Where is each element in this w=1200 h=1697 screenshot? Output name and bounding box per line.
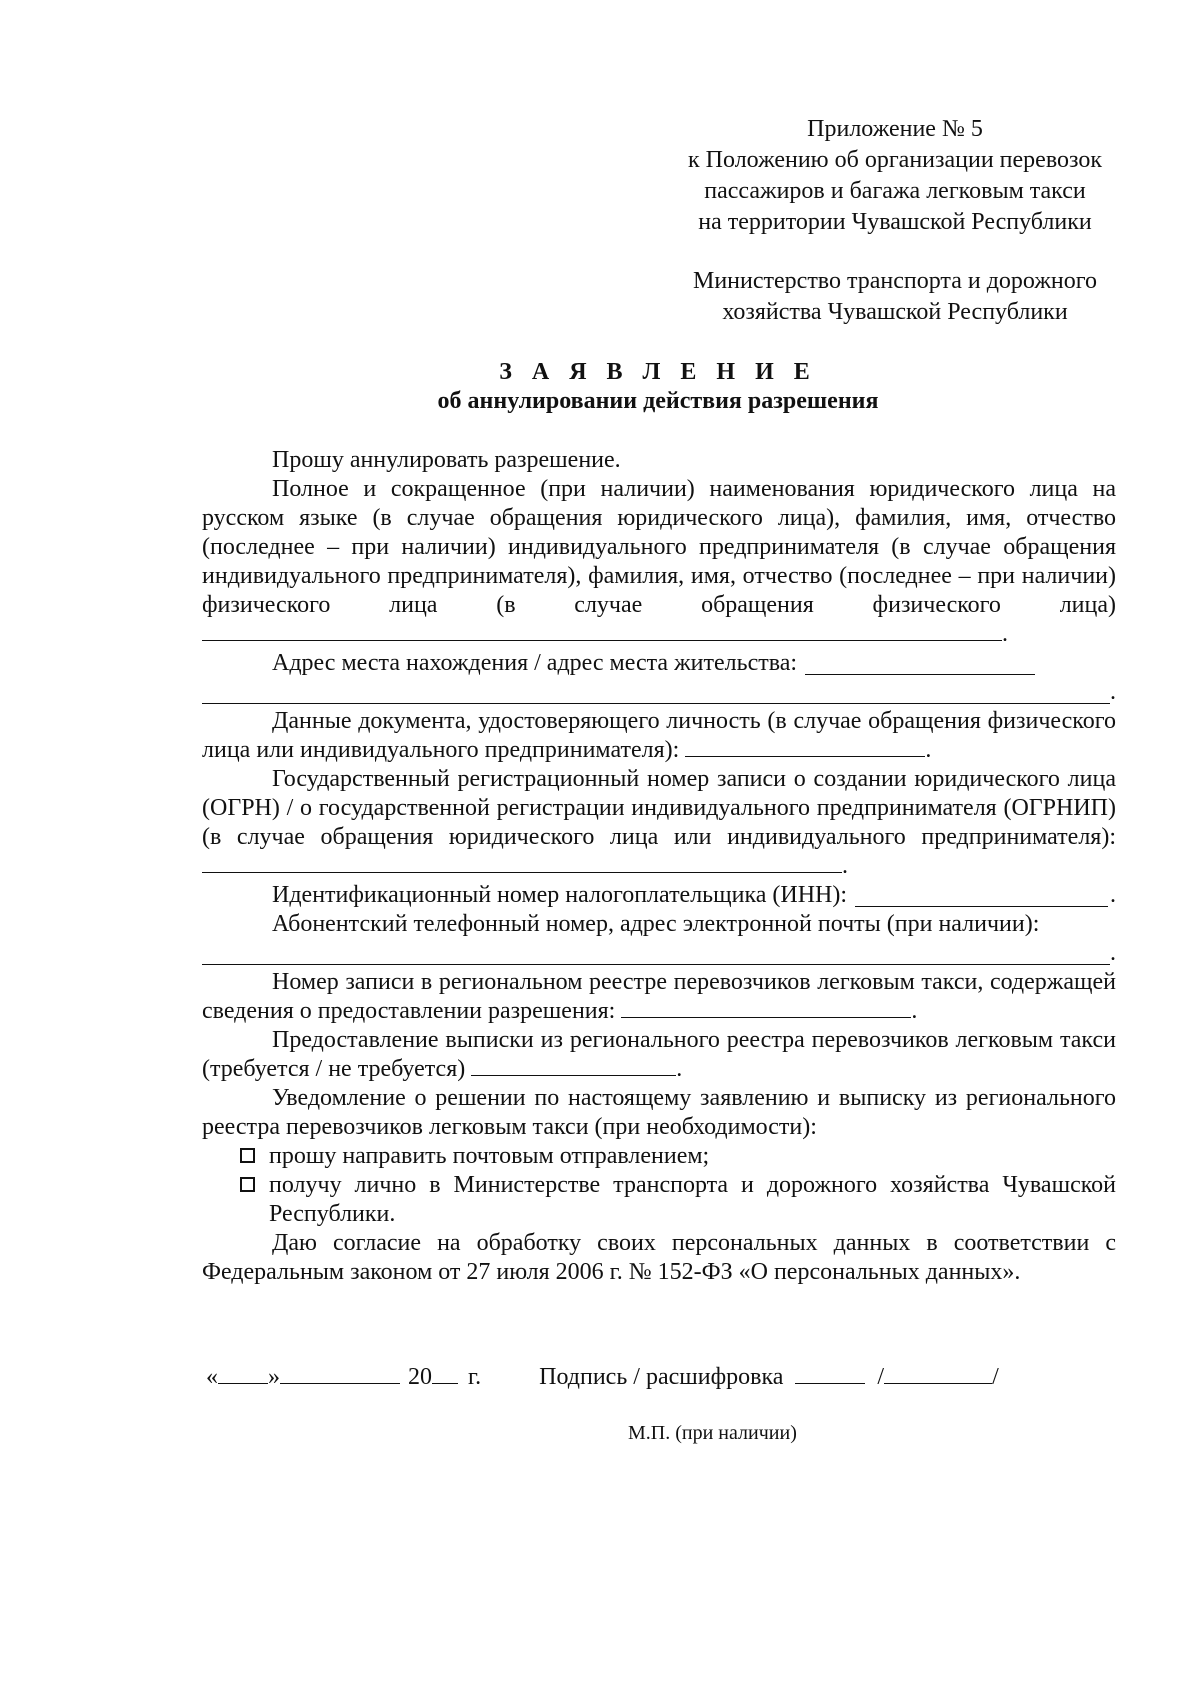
inn-field[interactable] (855, 884, 1108, 907)
year-field[interactable] (432, 1361, 458, 1384)
contact-row (202, 939, 1116, 968)
period: . (925, 737, 932, 763)
address-continuation-row (202, 678, 1116, 707)
address-label: Адрес места нахождения / адрес места жительства: (272, 650, 798, 676)
ministry-line: Министерство транспорта и дорожного (693, 268, 1097, 294)
period: . (842, 853, 848, 879)
option-personal-row[interactable] (240, 1171, 1116, 1229)
signature-label: Подпись / расшифровка (539, 1364, 784, 1390)
name-field[interactable] (202, 620, 1002, 641)
signature-row (202, 1361, 1162, 1392)
period: . (1110, 882, 1116, 908)
year-prefix: 20 (408, 1364, 432, 1390)
appendix-line: пассажиров и багажа легковым такси (704, 178, 1086, 204)
period: . (1110, 679, 1116, 705)
registry-field[interactable] (621, 997, 911, 1018)
checkbox-icon[interactable] (240, 1148, 255, 1163)
name-transcript-field[interactable] (884, 1361, 992, 1384)
ogrn-text: Государственный регистрационный номер записи о создании юридического лица (ОГРН) / о государственной регистрации индивидуального предпринимателя (ОГРНИП) (в случае обращения юридического лица или индивидуального предпринимателя): (202, 766, 1116, 850)
address-row (202, 649, 1116, 678)
option-personal-label: получу лично в Министерстве транспорта и дорожного хозяйства Чувашской Республики. (269, 1172, 1116, 1227)
extract-field[interactable] (471, 1055, 676, 1076)
request-paragraph: Прошу аннулировать разрешение. (272, 447, 621, 473)
slash: / (992, 1364, 999, 1390)
ministry-line: хозяйства Чувашской Республики (722, 299, 1068, 325)
checkbox-icon[interactable] (240, 1177, 255, 1192)
extract-text: Предоставление выписки из регионального реестра перевозчиков легковым такси (требуется / не требуется) (202, 1027, 1116, 1082)
appendix-line: на территории Чувашской Республики (698, 209, 1092, 235)
day-field[interactable] (218, 1361, 268, 1384)
notice-paragraph: Уведомление о решении по настоящему заявлению и выписку из регионального реестра перевозчиков легковым такси (при необходимости): (202, 1085, 1116, 1140)
id-document-text: Данные документа, удостоверяющего личность (в случае обращения физического лица или индивидуального предпринимателя): (202, 708, 1116, 763)
ogrn-paragraph (202, 765, 1116, 881)
signature-field[interactable] (795, 1361, 865, 1384)
document-title: З А Я В Л Е Н И Е (499, 359, 817, 385)
month-field[interactable] (280, 1361, 400, 1384)
contact-field[interactable] (202, 964, 1110, 965)
option-mail-label: прошу направить почтовым отправлением; (269, 1143, 710, 1169)
inn-label: Идентификационный номер налогоплательщика (ИНН): (272, 882, 848, 908)
option-mail-row[interactable] (240, 1142, 1116, 1171)
stamp-placeholder: М.П. (при наличии) (628, 1422, 797, 1444)
document-subtitle: об аннулировании действия разрешения (437, 388, 879, 414)
appendix-line: к Положению об организации перевозок (688, 147, 1102, 173)
registry-text: Номер записи в региональном реестре перевозчиков легковым такси, содержащей сведения о предоставлении разрешения: (202, 969, 1116, 1024)
address-field-line2[interactable] (202, 703, 1110, 704)
period: . (1002, 621, 1008, 647)
period: . (676, 1056, 683, 1082)
appendix-header (660, 114, 1130, 238)
appendix-line: Приложение № 5 (807, 116, 983, 142)
quote-open: « (206, 1364, 218, 1390)
registry-paragraph (202, 968, 1116, 1026)
period: . (911, 998, 918, 1024)
consent-paragraph: Даю согласие на обработку своих персональных данных в соответствии с Федеральным законом от 27 июля 2006 г. № 152-ФЗ «О персональных данных». (202, 1230, 1116, 1285)
period: . (1110, 940, 1116, 966)
name-paragraph (202, 475, 1116, 649)
addressee-block (660, 266, 1130, 328)
id-document-field[interactable] (685, 736, 925, 757)
slash: / (877, 1364, 885, 1390)
extract-paragraph (202, 1026, 1116, 1084)
application-body (202, 446, 1116, 1287)
ogrn-field[interactable] (202, 852, 842, 873)
address-field[interactable] (805, 652, 1035, 675)
year-suffix: г. (468, 1364, 482, 1390)
contact-paragraph: Абонентский телефонный номер, адрес электронной почты (при наличии): (272, 911, 1040, 937)
name-text: Полное и сокращенное (при наличии) наименования юридического лица на русском языке (в случае обращения юридического лица), фамилия, имя, отчество (последнее – при наличии) индивидуального предпринимателя (в случае обращения индивидуального предпринимателя), фамилия, имя, отчество (последнее – при наличии) физического лица (в случае обращения физического лица) (202, 476, 1116, 618)
id-document-paragraph (202, 707, 1116, 765)
inn-row (202, 881, 1116, 910)
quote-close: » (268, 1364, 280, 1390)
